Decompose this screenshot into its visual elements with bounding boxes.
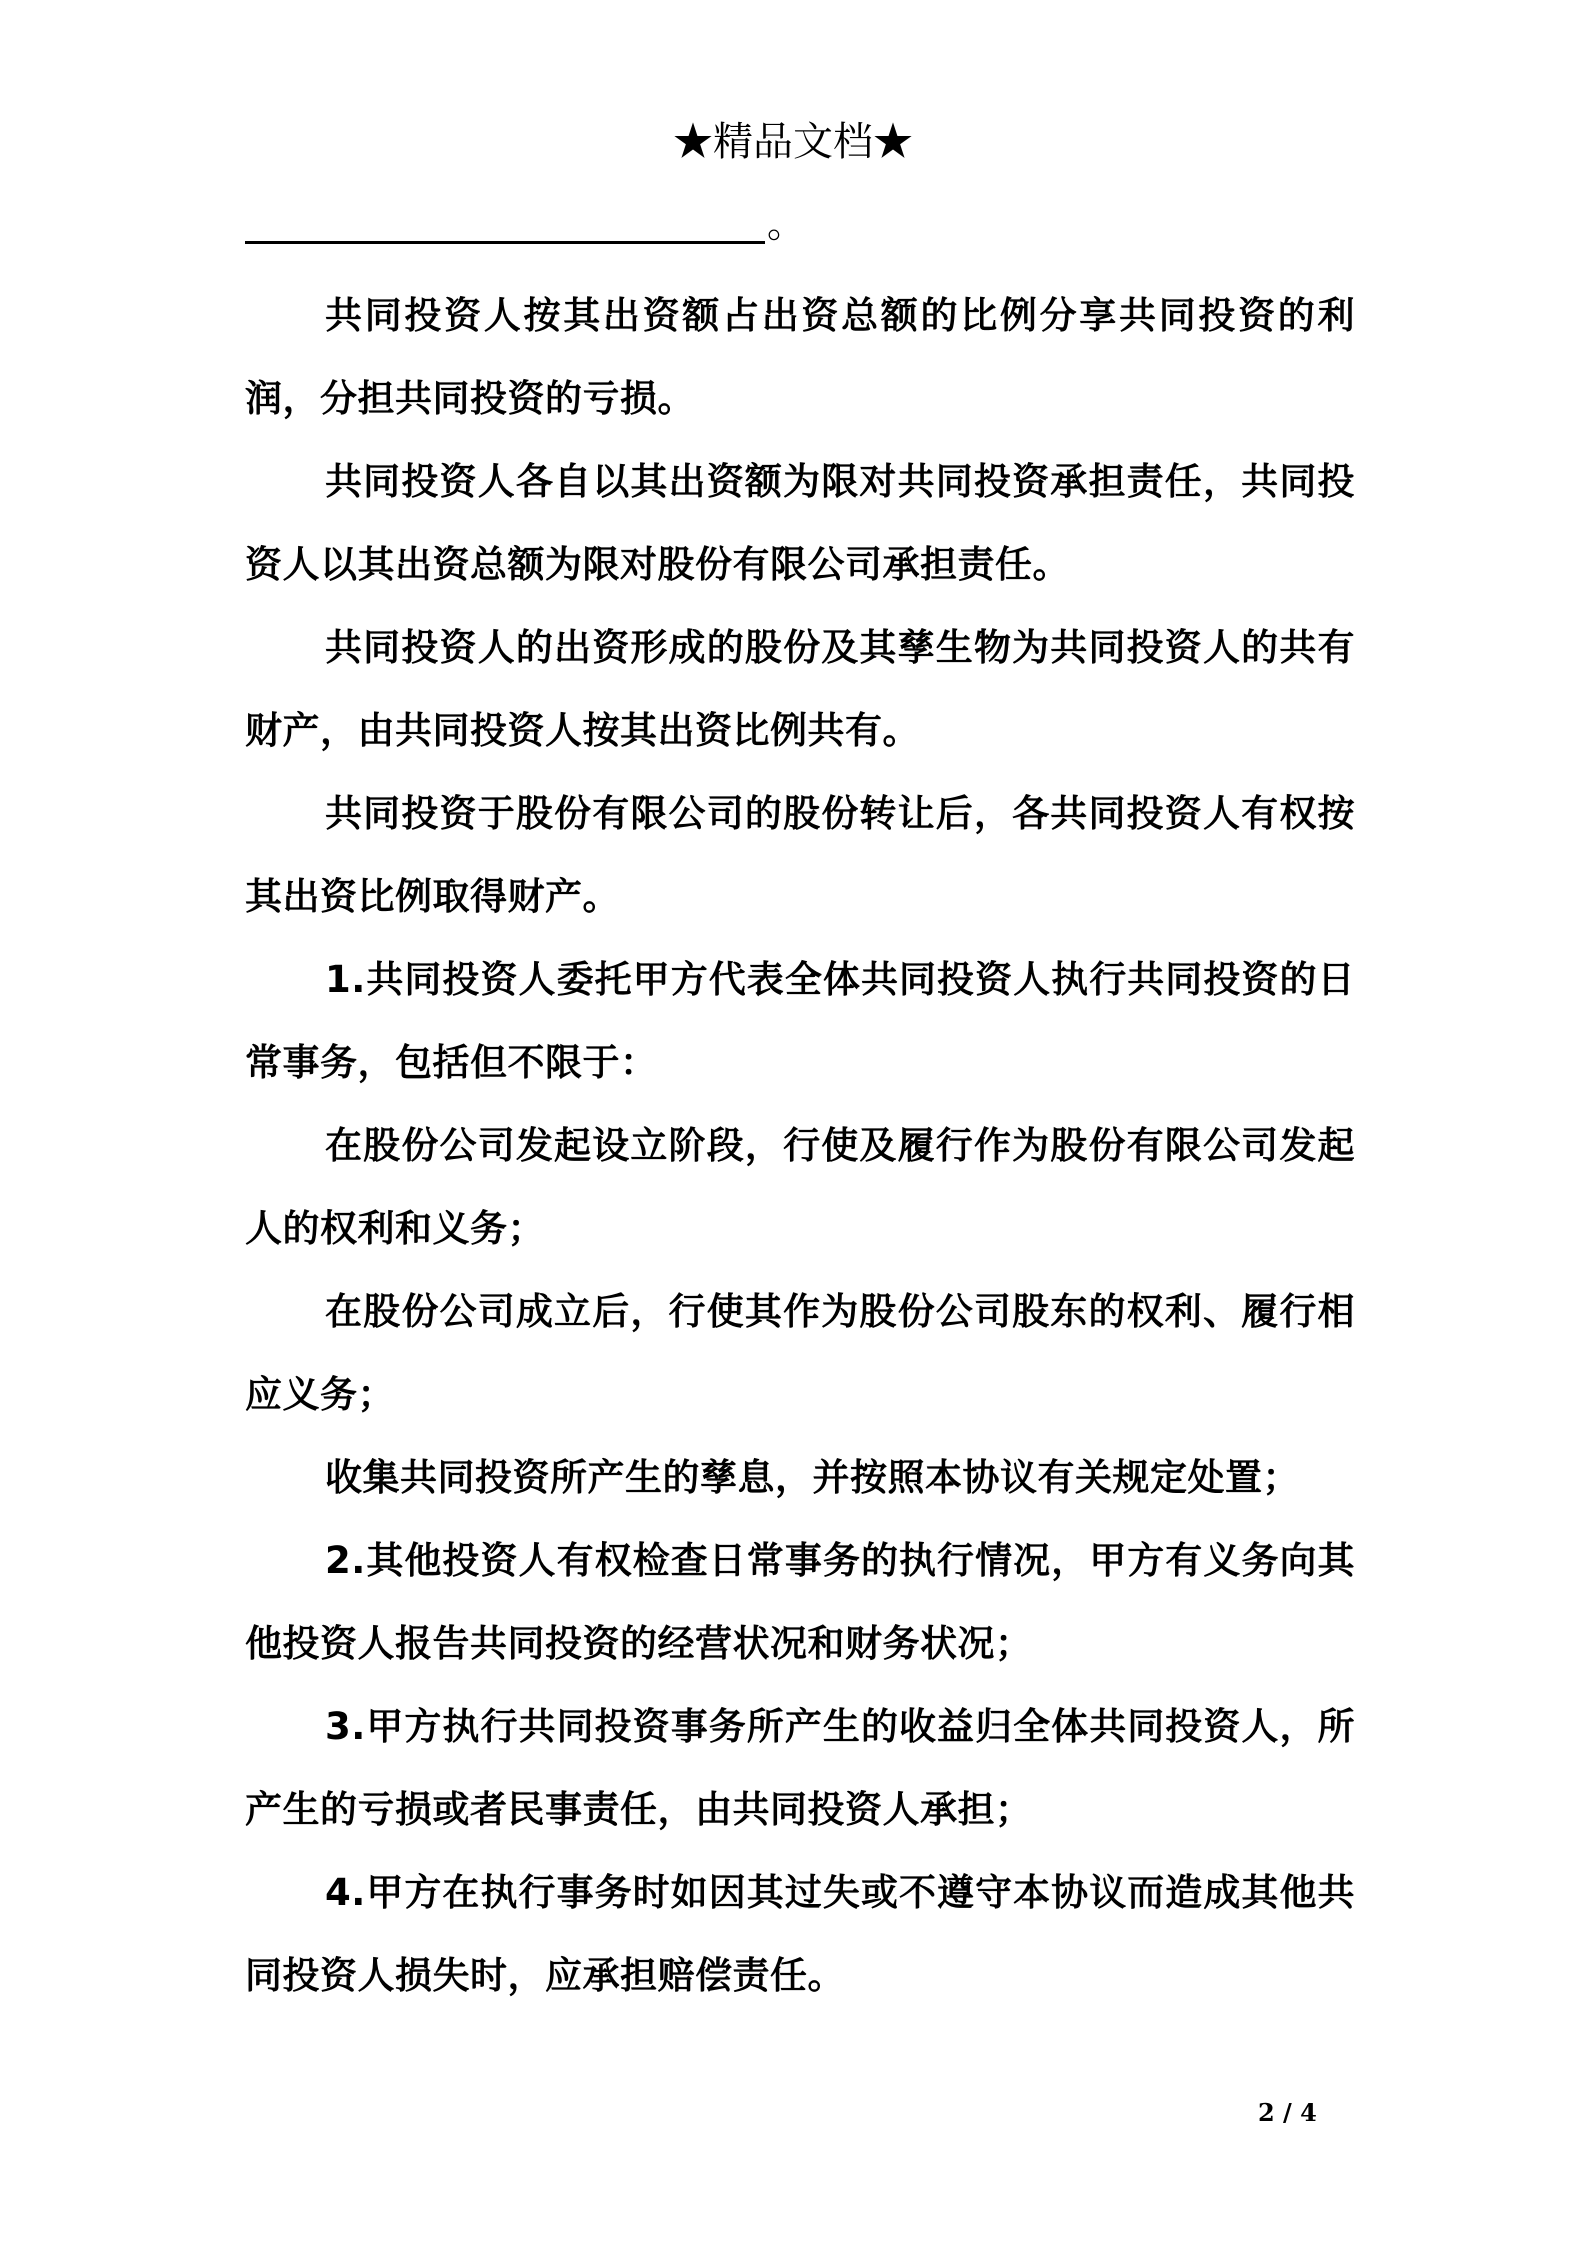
paragraph-clause-3: 3.甲方执行共同投资事务所产生的收益归全体共同投资人，所产生的亏损或者民事责任，由共同投资人承担； [245, 1705, 1355, 1831]
paragraph-clause-1: 1.共同投资人委托甲方代表全体共同投资人执行共同投资的日常事务，包括但不限于： [245, 958, 1355, 1084]
page-number: 2 / 4 [1258, 2098, 1317, 2127]
fill-in-blank-line [245, 204, 805, 244]
paragraph-share-transfer: 共同投资于股份有限公司的股份转让后，各共同投资人有权按其出资比例取得财产。 [245, 792, 1355, 918]
paragraph-clause-1-item-a: 在股份公司发起设立阶段，行使及履行作为股份有限公司发起人的权利和义务； [245, 1124, 1355, 1250]
page-header: ★精品文档★ [673, 119, 913, 165]
paragraph-clause-1-item-b: 在股份公司成立后，行使其作为股份公司股东的权利、履行相应义务； [245, 1290, 1355, 1416]
paragraph-common-property: 共同投资人的出资形成的股份及其孳生物为共同投资人的共有财产，由共同投资人按其出资比例共有。 [245, 626, 1355, 752]
blank-underline [245, 207, 765, 244]
paragraph-liability: 共同投资人各自以其出资额为限对共同投资承担责任，共同投资人以其出资总额为限对股份有限公司承担责任。 [245, 460, 1355, 586]
paragraph-clause-1-item-c: 收集共同投资所产生的孳息，并按照本协议有关规定处置； [325, 1456, 1300, 1499]
paragraph-profit-sharing: 共同投资人按其出资额占出资总额的比例分享共同投资的利润，分担共同投资的亏损。 [245, 294, 1355, 420]
paragraph-clause-4: 4.甲方在执行事务时如因其过失或不遵守本协议而造成其他共同投资人损失时，应承担赔偿责任。 [245, 1871, 1355, 1997]
document-body [245, 274, 1355, 2017]
paragraph-clause-2: 2.其他投资人有权检查日常事务的执行情况，甲方有义务向其他投资人报告共同投资的经营状况和财务状况； [245, 1539, 1355, 1665]
blank-end-punctuation: 。 [767, 202, 806, 246]
